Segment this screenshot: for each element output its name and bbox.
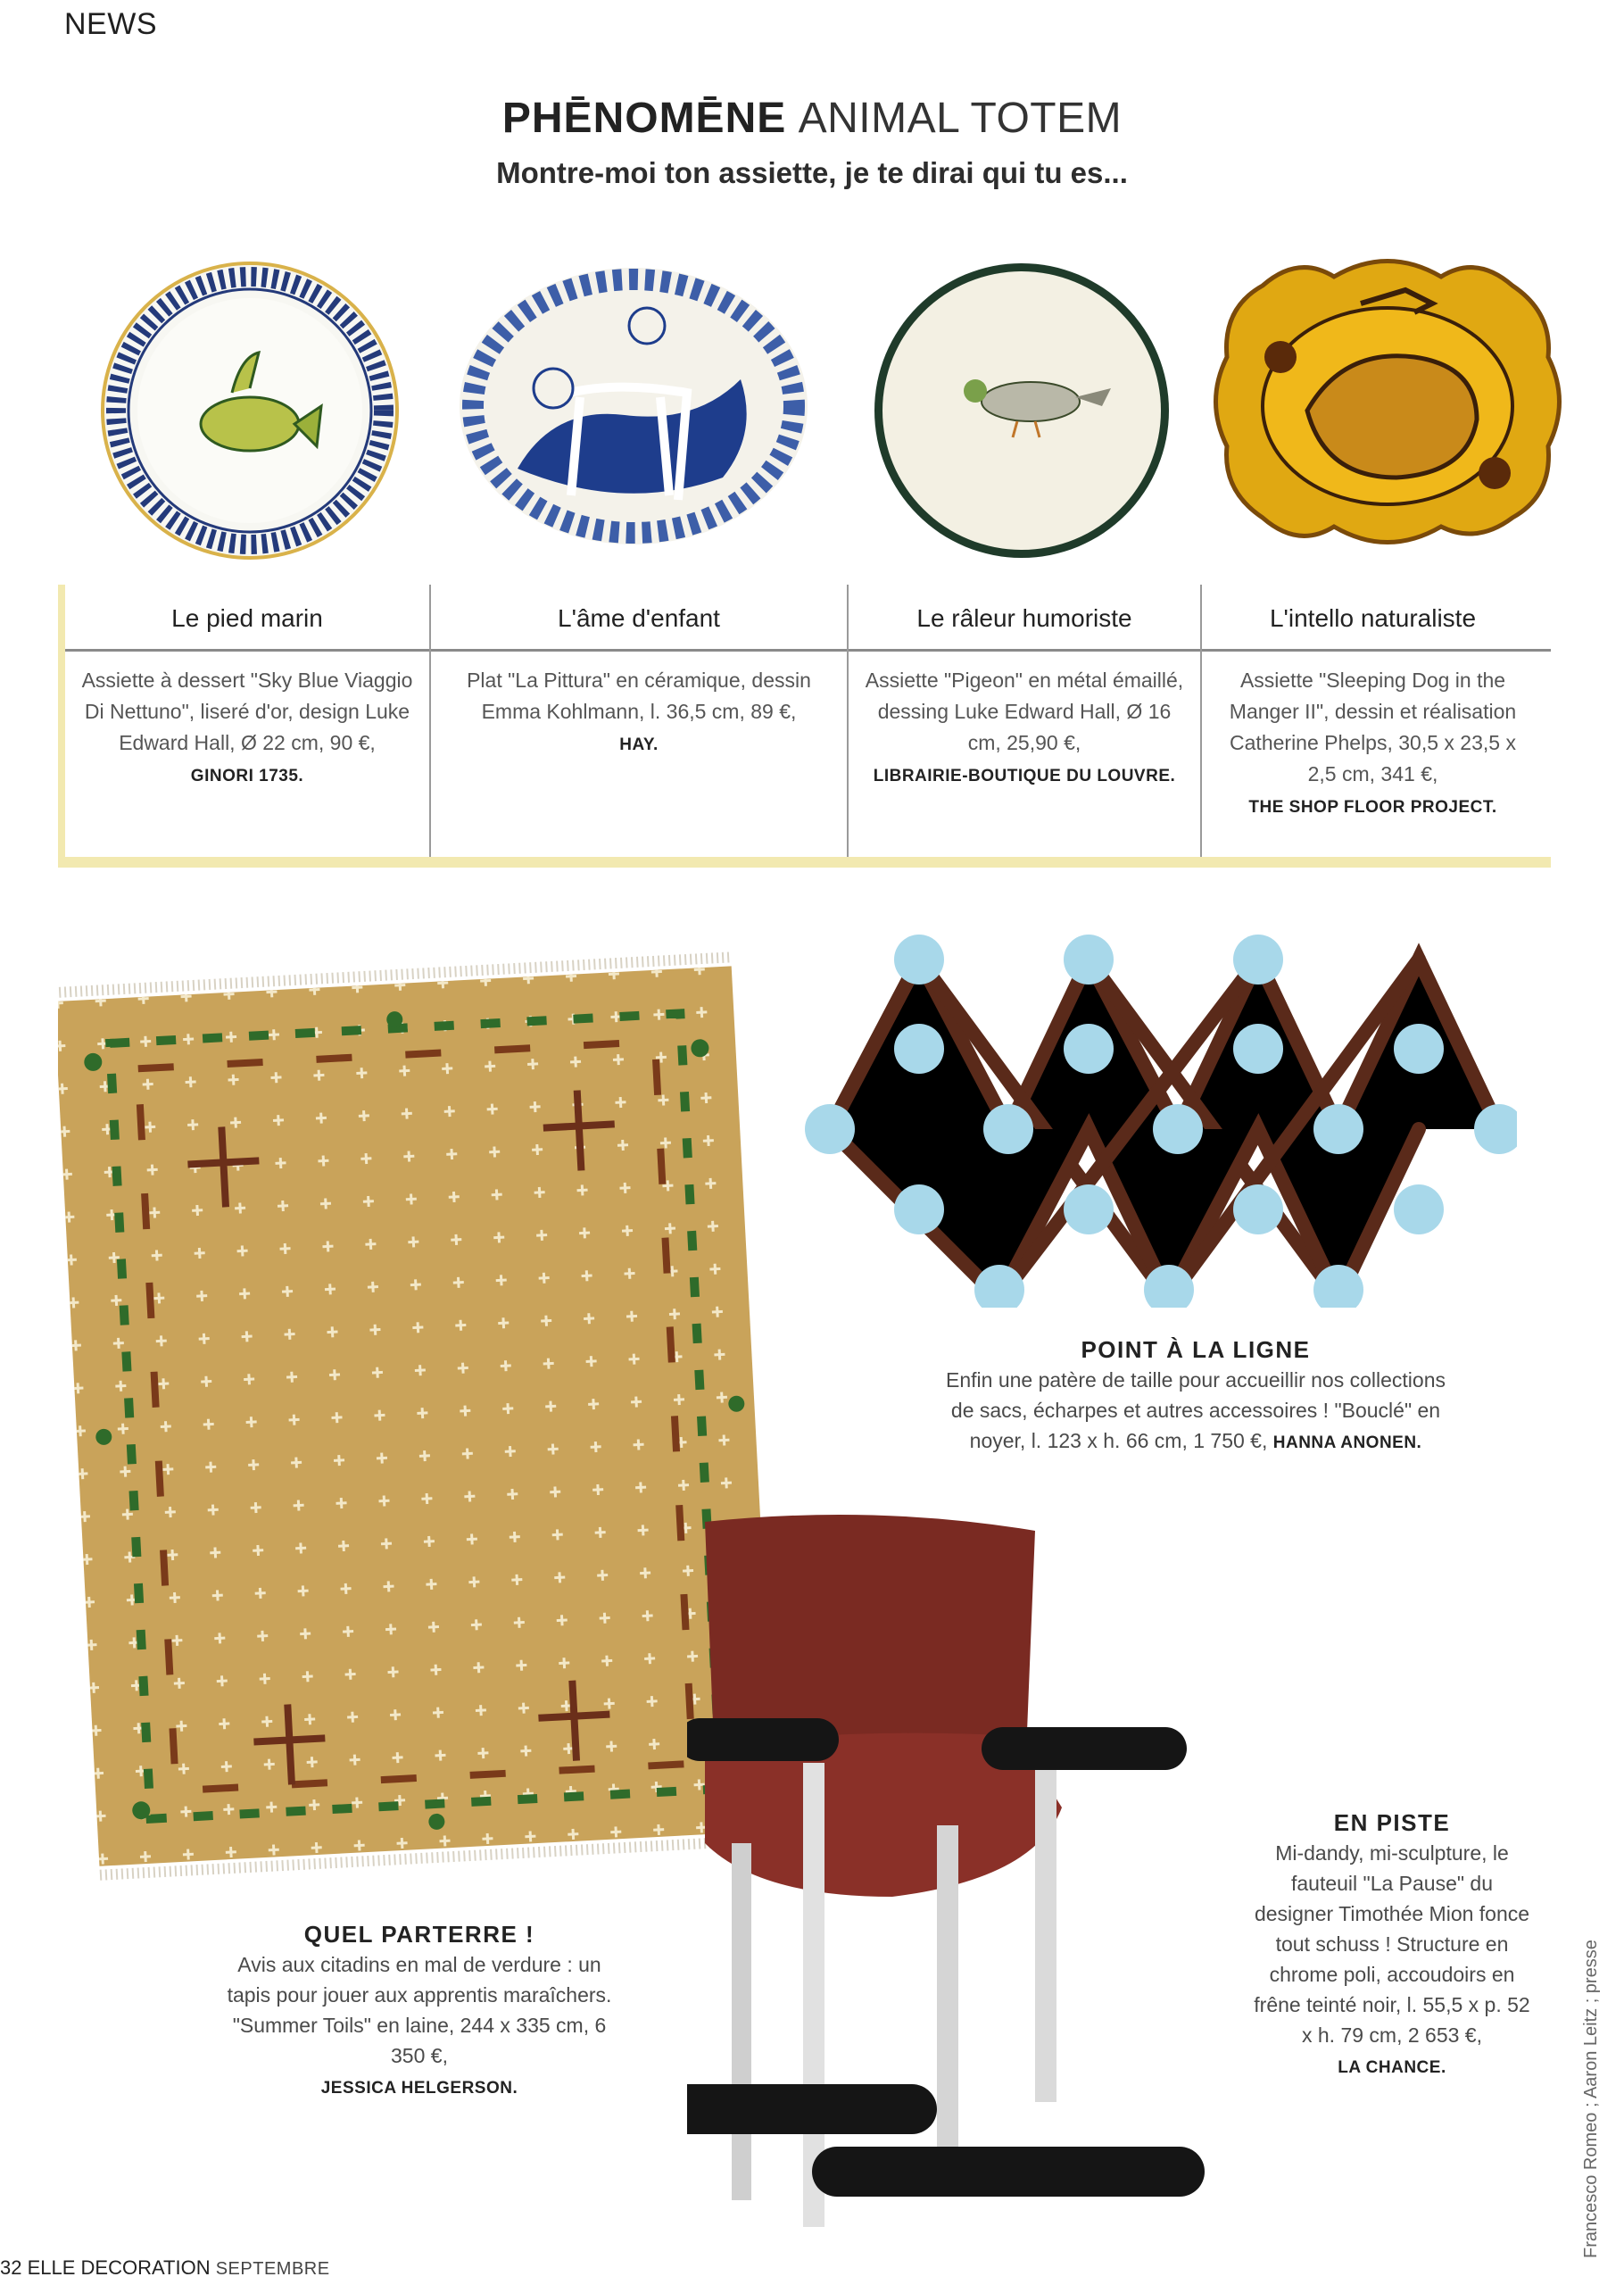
product-description [65, 665, 429, 791]
rug-caption [223, 1919, 616, 2104]
coat-rack-text: Enfin une patère de taille pour accueillir nos collections de sacs, écharpes et autres accessoires ! "Bouclé" en noyer, l. 123 x h. 66 cm, 1 750 €, [946, 1368, 1446, 1452]
photo-credit: Francesco Romeo ; Aaron Leitz ; presse [1581, 1940, 1601, 2258]
rug-title: QUEL PARTERRE ! [303, 1921, 535, 1948]
headline-strong: PHĒNOMĒNE [501, 95, 787, 142]
chair-brand: LA CHANCE. [1338, 2058, 1446, 2077]
coat-rack-caption [946, 1334, 1446, 1458]
product-description [849, 665, 1200, 791]
product-title: Le pied marin [171, 604, 323, 632]
rug-brand: JESSICA HELGERSON. [320, 2079, 518, 2098]
product-details: Assiette à dessert "Sky Blue Viaggio Di Nettuno", liseré d'or, design Luke Edward Hall, Ø 22 cm, 90 €, [81, 669, 413, 754]
product-details: Assiette "Pigeon" en métal émaillé, dessing Luke Edward Hall, Ø 16 cm, 25,90 €, [865, 669, 1184, 754]
headline [0, 94, 1624, 143]
pigeon-plate-image [870, 259, 1173, 562]
section-label: NEWS [64, 7, 157, 41]
product-brand: GINORI 1735. [190, 767, 304, 785]
chair-image [687, 1504, 1312, 2272]
rug-text: Avis aux citadins en mal de verdure : un tapis pour jouer aux apprentis maraîchers. "Summer Toils" en laine, 244 x 335 cm, 6 350 €, [227, 1953, 612, 2067]
page-footer [0, 2256, 330, 2280]
product-title: L'intello naturaliste [1269, 604, 1477, 632]
product-brand: LIBRAIRIE-BOUTIQUE DU LOUVRE. [873, 767, 1176, 785]
product-column [431, 585, 847, 760]
product-title: Le râleur humoriste [916, 604, 1132, 632]
magazine-name: ELLE DECORATION [27, 2256, 211, 2279]
coat-rack-brand: HANNA ANONEN. [1272, 1433, 1422, 1452]
fish-plate-image [98, 259, 402, 562]
page-number: 32 [0, 2256, 22, 2279]
issue-month: SEPTEMBRE [215, 2259, 330, 2279]
product-brand: HAY. [619, 735, 659, 754]
coat-rack-title: POINT À LA LIGNE [1081, 1336, 1311, 1363]
product-column [1202, 585, 1544, 822]
product-description [1202, 665, 1544, 822]
cat-platter-image [455, 263, 812, 549]
chair-text: Mi-dandy, mi-sculpture, le fauteuil "La Pause" du designer Timothée Mion fonce tout schuss ! Structure en chrome poli, accoudoirs en frêne teinté noir, l. 55,5 x p. 52 x h. 79 cm, 2 653 €, [1254, 1841, 1530, 2047]
product-table [58, 585, 1551, 868]
chair-caption [1249, 1807, 1535, 2083]
subtitle: Montre-moi ton assiette, je te dirai qui tu es... [496, 156, 1128, 189]
coat-rack-image [803, 933, 1517, 1308]
chair-title: EN PISTE [1333, 1809, 1451, 1836]
product-title: L'âme d'enfant [558, 604, 720, 632]
product-details: Plat "La Pittura" en céramique, dessin Emma Kohlmann, l. 36,5 cm, 89 €, [467, 669, 811, 723]
product-column [65, 585, 429, 791]
product-brand: THE SHOP FLOOR PROJECT. [1248, 798, 1497, 817]
dog-plate-image [1209, 250, 1566, 562]
product-details: Assiette "Sleeping Dog in the Manger II", dessin et réalisation Catherine Phelps, 30,5 x 23,5 x 2,5 cm, 341 €, [1229, 669, 1517, 785]
headline-light: ANIMAL TOTEM [798, 95, 1123, 142]
plates-row [80, 241, 1579, 598]
product-column [849, 585, 1200, 791]
product-description [431, 665, 847, 760]
